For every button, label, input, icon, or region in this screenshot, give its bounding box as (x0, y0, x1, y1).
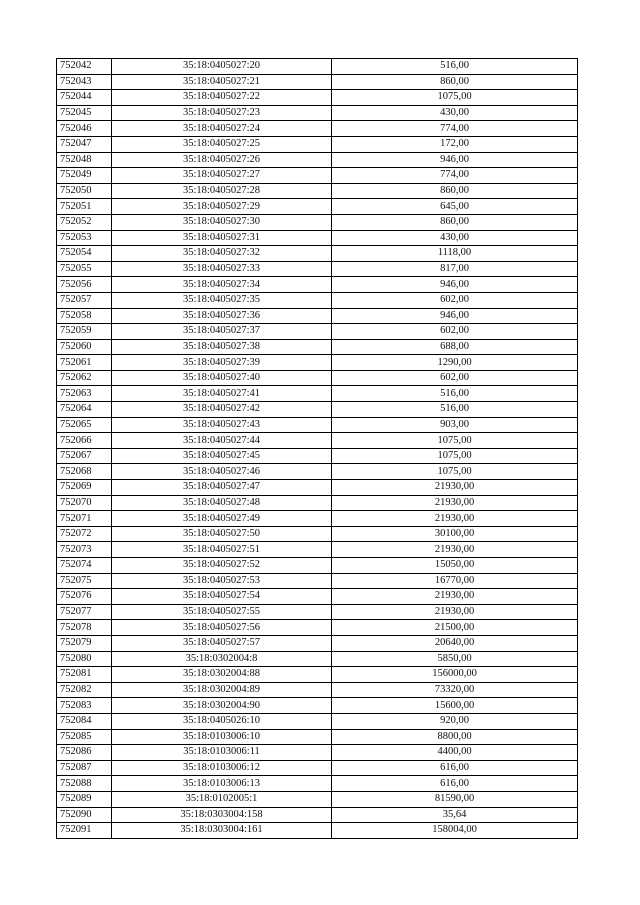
table-row (57, 246, 578, 262)
row-number-cell: 752078 (57, 620, 112, 636)
table-row (57, 370, 578, 386)
cadastral-number-cell: 35:18:0405027:41 (112, 386, 332, 402)
table-row (57, 105, 578, 121)
cadastral-number-cell: 35:18:0405027:54 (112, 589, 332, 605)
row-number-cell: 752083 (57, 698, 112, 714)
cadastral-value-cell: 516,00 (332, 386, 578, 402)
cadastral-value-cell: 860,00 (332, 74, 578, 90)
table-row (57, 589, 578, 605)
cadastral-number-cell: 35:18:0405027:45 (112, 448, 332, 464)
cadastral-value-cell: 73320,00 (332, 682, 578, 698)
cadastral-number-cell: 35:18:0405027:44 (112, 433, 332, 449)
row-number-cell: 752049 (57, 168, 112, 184)
cadastral-value-cell: 774,00 (332, 121, 578, 137)
cadastral-number-cell: 35:18:0405027:51 (112, 542, 332, 558)
cadastral-value-cell: 15600,00 (332, 698, 578, 714)
cadastral-number-cell: 35:18:0302004:89 (112, 682, 332, 698)
cadastral-number-cell: 35:18:0405027:25 (112, 136, 332, 152)
cadastral-value-cell: 5850,00 (332, 651, 578, 667)
table-row (57, 230, 578, 246)
cadastral-number-cell: 35:18:0405027:52 (112, 558, 332, 574)
table-row (57, 152, 578, 168)
table-row (57, 558, 578, 574)
cadastral-number-cell: 35:18:0405027:39 (112, 355, 332, 371)
cadastral-value-cell: 21930,00 (332, 604, 578, 620)
cadastral-number-cell: 35:18:0302004:88 (112, 667, 332, 683)
row-number-cell: 752063 (57, 386, 112, 402)
cadastral-number-cell: 35:18:0405027:34 (112, 277, 332, 293)
row-number-cell: 752044 (57, 90, 112, 106)
row-number-cell: 752091 (57, 823, 112, 839)
table-row (57, 277, 578, 293)
table-row (57, 480, 578, 496)
cadastral-number-cell: 35:18:0405027:22 (112, 90, 332, 106)
cadastral-value-cell: 35,64 (332, 807, 578, 823)
cadastral-number-cell: 35:18:0405027:31 (112, 230, 332, 246)
table-row (57, 635, 578, 651)
table-row (57, 698, 578, 714)
cadastral-value-cell: 602,00 (332, 370, 578, 386)
cadastral-number-cell: 35:18:0405027:57 (112, 635, 332, 651)
cadastral-value-cell: 616,00 (332, 760, 578, 776)
row-number-cell: 752043 (57, 74, 112, 90)
row-number-cell: 752069 (57, 480, 112, 496)
cadastral-number-cell: 35:18:0405027:47 (112, 480, 332, 496)
cadastral-number-cell: 35:18:0103006:13 (112, 776, 332, 792)
row-number-cell: 752073 (57, 542, 112, 558)
row-number-cell: 752081 (57, 667, 112, 683)
cadastral-value-cell: 616,00 (332, 776, 578, 792)
cadastral-value-cell: 1075,00 (332, 433, 578, 449)
cadastral-value-cell: 172,00 (332, 136, 578, 152)
cadastral-number-cell: 35:18:0303004:158 (112, 807, 332, 823)
cadastral-number-cell: 35:18:0405027:46 (112, 464, 332, 480)
row-number-cell: 752061 (57, 355, 112, 371)
cadastral-value-cell: 1075,00 (332, 448, 578, 464)
cadastral-number-cell: 35:18:0405027:33 (112, 261, 332, 277)
cadastral-number-cell: 35:18:0405027:29 (112, 199, 332, 215)
table-row (57, 261, 578, 277)
row-number-cell: 752088 (57, 776, 112, 792)
table-row (57, 823, 578, 839)
table-row (57, 807, 578, 823)
cadastral-number-cell: 35:18:0303004:161 (112, 823, 332, 839)
table-row (57, 760, 578, 776)
cadastral-value-cell: 430,00 (332, 105, 578, 121)
cadastral-value-cell: 774,00 (332, 168, 578, 184)
cadastral-value-cell: 430,00 (332, 230, 578, 246)
cadastral-value-cell: 688,00 (332, 339, 578, 355)
cadastral-number-cell: 35:18:0103006:10 (112, 729, 332, 745)
row-number-cell: 752076 (57, 589, 112, 605)
table-row (57, 495, 578, 511)
cadastral-value-cell: 4400,00 (332, 745, 578, 761)
row-number-cell: 752053 (57, 230, 112, 246)
cadastral-value-cell: 21930,00 (332, 589, 578, 605)
cadastral-number-cell: 35:18:0405027:48 (112, 495, 332, 511)
row-number-cell: 752042 (57, 59, 112, 75)
cadastral-value-cell: 21500,00 (332, 620, 578, 636)
table-row (57, 620, 578, 636)
row-number-cell: 752060 (57, 339, 112, 355)
cadastral-number-cell: 35:18:0302004:90 (112, 698, 332, 714)
cadastral-value-cell: 516,00 (332, 402, 578, 418)
table-row (57, 542, 578, 558)
cadastral-number-cell: 35:18:0405027:28 (112, 183, 332, 199)
table-row (57, 136, 578, 152)
row-number-cell: 752052 (57, 214, 112, 230)
row-number-cell: 752077 (57, 604, 112, 620)
table-row (57, 667, 578, 683)
cadastral-number-cell: 35:18:0405027:20 (112, 59, 332, 75)
table-row (57, 729, 578, 745)
cadastral-value-cell: 903,00 (332, 417, 578, 433)
cadastral-number-cell: 35:18:0302004:8 (112, 651, 332, 667)
table-row (57, 339, 578, 355)
cadastral-number-cell: 35:18:0405027:21 (112, 74, 332, 90)
row-number-cell: 752046 (57, 121, 112, 137)
row-number-cell: 752089 (57, 791, 112, 807)
cadastral-value-cell: 602,00 (332, 292, 578, 308)
table-row (57, 183, 578, 199)
cadastral-value-cell: 15050,00 (332, 558, 578, 574)
row-number-cell: 752090 (57, 807, 112, 823)
table-row (57, 59, 578, 75)
cadastral-value-cell: 860,00 (332, 183, 578, 199)
cadastral-value-cell: 21930,00 (332, 511, 578, 527)
table-row (57, 745, 578, 761)
cadastral-value-cell: 1290,00 (332, 355, 578, 371)
cadastral-number-cell: 35:18:0405027:23 (112, 105, 332, 121)
row-number-cell: 752051 (57, 199, 112, 215)
cadastral-number-cell: 35:18:0405027:32 (112, 246, 332, 262)
row-number-cell: 752084 (57, 713, 112, 729)
row-number-cell: 752045 (57, 105, 112, 121)
table-row (57, 433, 578, 449)
document-page (56, 58, 577, 839)
cadastral-value-cell: 946,00 (332, 152, 578, 168)
cadastral-number-cell: 35:18:0103006:11 (112, 745, 332, 761)
table-row (57, 402, 578, 418)
cadastral-value-cell: 20640,00 (332, 635, 578, 651)
row-number-cell: 752047 (57, 136, 112, 152)
cadastral-value-cell: 946,00 (332, 308, 578, 324)
cadastral-number-cell: 35:18:0405027:50 (112, 526, 332, 542)
table-row (57, 308, 578, 324)
cadastral-number-cell: 35:18:0405027:55 (112, 604, 332, 620)
cadastral-number-cell: 35:18:0405027:53 (112, 573, 332, 589)
table-row (57, 776, 578, 792)
table-row (57, 121, 578, 137)
cadastral-value-cell: 1118,00 (332, 246, 578, 262)
table-row (57, 713, 578, 729)
row-number-cell: 752068 (57, 464, 112, 480)
table-row (57, 651, 578, 667)
table-row (57, 292, 578, 308)
cadastral-number-cell: 35:18:0103006:12 (112, 760, 332, 776)
cadastral-value-table (56, 58, 578, 839)
row-number-cell: 752082 (57, 682, 112, 698)
table-row (57, 168, 578, 184)
cadastral-value-cell: 1075,00 (332, 90, 578, 106)
cadastral-number-cell: 35:18:0405027:37 (112, 324, 332, 340)
table-body (57, 59, 578, 839)
table-row (57, 511, 578, 527)
table-row (57, 464, 578, 480)
cadastral-value-cell: 920,00 (332, 713, 578, 729)
table-row (57, 74, 578, 90)
table-row (57, 355, 578, 371)
table-row (57, 214, 578, 230)
row-number-cell: 752072 (57, 526, 112, 542)
row-number-cell: 752058 (57, 308, 112, 324)
cadastral-value-cell: 1075,00 (332, 464, 578, 480)
row-number-cell: 752071 (57, 511, 112, 527)
cadastral-number-cell: 35:18:0405027:35 (112, 292, 332, 308)
table-row (57, 526, 578, 542)
row-number-cell: 752087 (57, 760, 112, 776)
row-number-cell: 752070 (57, 495, 112, 511)
cadastral-value-cell: 946,00 (332, 277, 578, 293)
row-number-cell: 752050 (57, 183, 112, 199)
cadastral-number-cell: 35:18:0405027:26 (112, 152, 332, 168)
cadastral-number-cell: 35:18:0405026:10 (112, 713, 332, 729)
table-row (57, 448, 578, 464)
table-row (57, 573, 578, 589)
row-number-cell: 752065 (57, 417, 112, 433)
cadastral-number-cell: 35:18:0405027:30 (112, 214, 332, 230)
cadastral-value-cell: 645,00 (332, 199, 578, 215)
cadastral-number-cell: 35:18:0405027:40 (112, 370, 332, 386)
table-row (57, 90, 578, 106)
table-row (57, 417, 578, 433)
row-number-cell: 752074 (57, 558, 112, 574)
cadastral-number-cell: 35:18:0405027:38 (112, 339, 332, 355)
cadastral-value-cell: 21930,00 (332, 495, 578, 511)
cadastral-number-cell: 35:18:0405027:43 (112, 417, 332, 433)
cadastral-value-cell: 602,00 (332, 324, 578, 340)
row-number-cell: 752086 (57, 745, 112, 761)
table-row (57, 604, 578, 620)
row-number-cell: 752054 (57, 246, 112, 262)
row-number-cell: 752075 (57, 573, 112, 589)
row-number-cell: 752067 (57, 448, 112, 464)
cadastral-value-cell: 21930,00 (332, 542, 578, 558)
table-row (57, 791, 578, 807)
row-number-cell: 752062 (57, 370, 112, 386)
row-number-cell: 752079 (57, 635, 112, 651)
row-number-cell: 752059 (57, 324, 112, 340)
cadastral-value-cell: 16770,00 (332, 573, 578, 589)
row-number-cell: 752085 (57, 729, 112, 745)
cadastral-value-cell: 30100,00 (332, 526, 578, 542)
cadastral-value-cell: 158004,00 (332, 823, 578, 839)
row-number-cell: 752064 (57, 402, 112, 418)
cadastral-number-cell: 35:18:0405027:24 (112, 121, 332, 137)
cadastral-value-cell: 516,00 (332, 59, 578, 75)
cadastral-value-cell: 156000,00 (332, 667, 578, 683)
table-row (57, 682, 578, 698)
row-number-cell: 752066 (57, 433, 112, 449)
row-number-cell: 752048 (57, 152, 112, 168)
row-number-cell: 752055 (57, 261, 112, 277)
row-number-cell: 752080 (57, 651, 112, 667)
cadastral-number-cell: 35:18:0405027:49 (112, 511, 332, 527)
cadastral-number-cell: 35:18:0102005:1 (112, 791, 332, 807)
cadastral-number-cell: 35:18:0405027:27 (112, 168, 332, 184)
cadastral-number-cell: 35:18:0405027:56 (112, 620, 332, 636)
cadastral-number-cell: 35:18:0405027:36 (112, 308, 332, 324)
table-row (57, 199, 578, 215)
cadastral-value-cell: 8800,00 (332, 729, 578, 745)
table-row (57, 386, 578, 402)
row-number-cell: 752056 (57, 277, 112, 293)
cadastral-value-cell: 860,00 (332, 214, 578, 230)
row-number-cell: 752057 (57, 292, 112, 308)
cadastral-value-cell: 21930,00 (332, 480, 578, 496)
cadastral-number-cell: 35:18:0405027:42 (112, 402, 332, 418)
cadastral-value-cell: 81590,00 (332, 791, 578, 807)
table-row (57, 324, 578, 340)
cadastral-value-cell: 817,00 (332, 261, 578, 277)
